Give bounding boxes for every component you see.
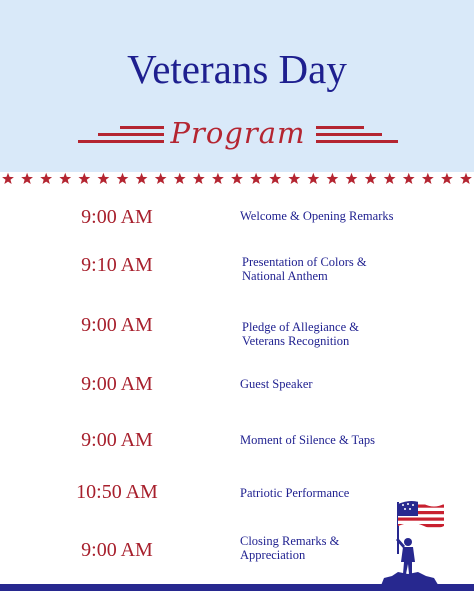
schedule-time: 9:00 AM	[81, 539, 153, 561]
star-icon	[288, 173, 300, 184]
schedule-activity	[240, 433, 470, 447]
star-icon	[327, 173, 339, 184]
star-border	[0, 168, 474, 188]
schedule-time: 9:00 AM	[81, 429, 153, 451]
page-title: Veterans Day	[127, 46, 347, 92]
star-icon	[250, 173, 262, 184]
schedule-activity	[242, 255, 472, 283]
star-icon	[193, 173, 205, 184]
activity-line: Patriotic Performance	[240, 486, 350, 500]
star-icon	[21, 173, 33, 184]
star-icon	[2, 173, 14, 184]
schedule-time: 9:00 AM	[81, 206, 153, 228]
schedule-time: 9:00 AM	[81, 373, 153, 395]
star-icon	[460, 173, 472, 184]
star-icon	[40, 173, 52, 184]
star-icon	[346, 173, 358, 184]
star-icon	[365, 173, 377, 184]
activity-line: Guest Speaker	[240, 377, 313, 391]
star-icon	[403, 173, 415, 184]
page-subtitle: Program	[170, 116, 306, 150]
star-icon	[384, 173, 396, 184]
star-icon	[78, 173, 90, 184]
schedule-activity	[240, 377, 470, 391]
star-icon	[422, 173, 434, 184]
star-icon	[155, 173, 167, 184]
star-icon	[98, 173, 110, 184]
star-icon	[174, 173, 186, 184]
star-icon	[231, 173, 243, 184]
schedule-time: 9:00 AM	[81, 314, 153, 336]
schedule-activity	[240, 209, 470, 223]
star-icon	[441, 173, 453, 184]
schedule-activity	[242, 320, 472, 348]
star-icon	[136, 173, 148, 184]
activity-line: Appreciation	[240, 548, 306, 562]
activity-line: Pledge of Allegiance &	[242, 320, 359, 334]
star-icon	[59, 173, 71, 184]
star-icon	[117, 173, 129, 184]
soldier-with-flag-icon	[376, 496, 446, 588]
star-icon	[307, 173, 319, 184]
activity-line: Presentation of Colors &	[242, 255, 367, 269]
bottom-border	[0, 584, 474, 591]
star-icon	[212, 173, 224, 184]
activity-line: Veterans Recognition	[242, 334, 350, 348]
schedule-time: 10:50 AM	[76, 481, 158, 503]
activity-line: Moment of Silence & Taps	[240, 433, 375, 447]
activity-line: Welcome & Opening Remarks	[240, 209, 394, 223]
star-icon	[269, 173, 281, 184]
activity-line: Closing Remarks &	[240, 534, 340, 548]
activity-line: National Anthem	[242, 269, 328, 283]
schedule-time: 9:10 AM	[81, 254, 153, 276]
